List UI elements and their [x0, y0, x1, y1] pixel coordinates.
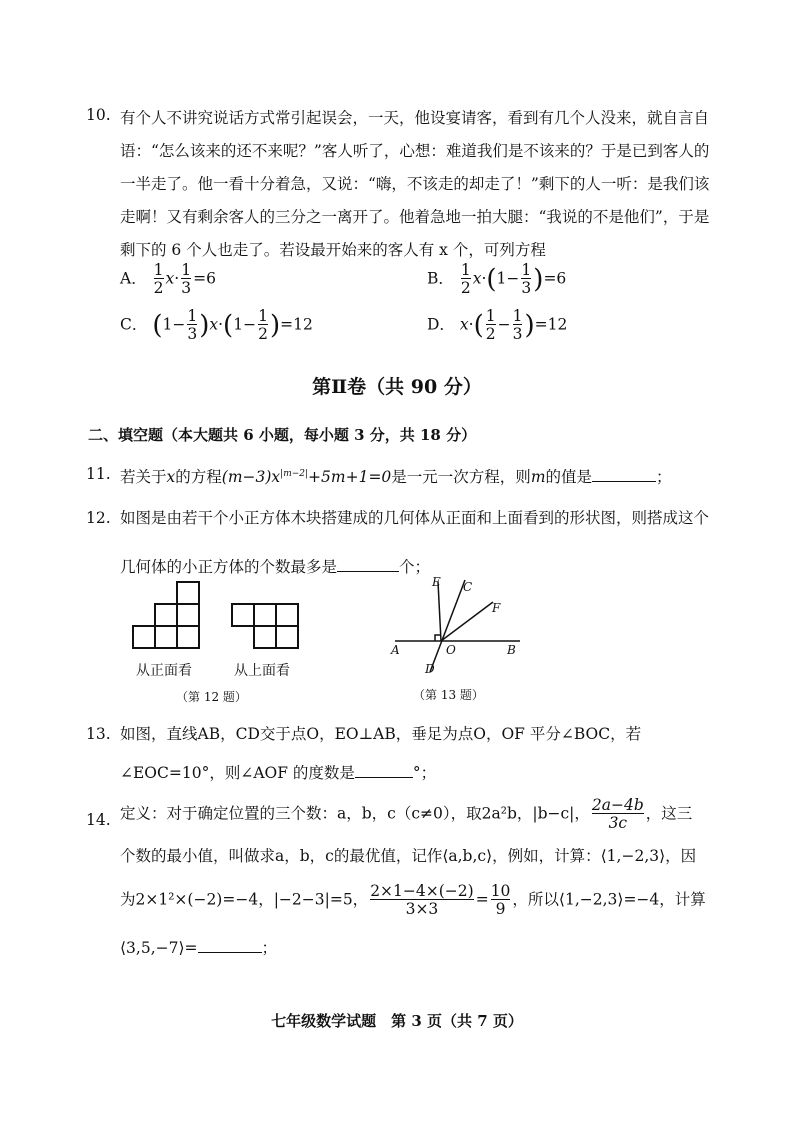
option-label: A． [120, 269, 147, 288]
q11-var-x: x [166, 468, 176, 487]
section-heading: 二、填空题（本大题共 6 小题，每小题 3 分，共 18 分） [88, 426, 477, 444]
fraction-denominator: 3×3 [370, 899, 474, 917]
option-d[interactable]: D． x·( $\frac{1}{2}$ − $\frac{1}{3}$ )=12 [427, 307, 568, 344]
option-b[interactable]: B． $\frac{1}{2}$ x·(1− $\frac{1}{3}$ )=6 [427, 261, 567, 298]
question-12 [88, 505, 728, 580]
q13-line-1: 如图，直线AB，CD交于点O，EO⊥AB，垂足为点O，OF 平分∠BOC，若 [120, 725, 642, 743]
top-view-figure [232, 604, 298, 648]
point-o-label: O [446, 643, 456, 657]
q10-line-4: 走啊！又有剩余客人的三分之一离开了。他着急地一拍大腿：“我说的不是他们”，于是 [120, 208, 710, 226]
question-10 [88, 102, 728, 267]
q10-line-2: 语：“怎么该来的还不来呢？”客人听了，心想：难道我们是不该来的？于是已到客人的 [120, 142, 710, 160]
q10-line-1: 有个人不讲究说话方式常引起误会，一天，他设宴请客，看到有几个人没来，就自言自 [120, 109, 710, 127]
fraction-denominator: 3c [592, 813, 644, 831]
q11-exponent: |m−2| [280, 469, 309, 479]
q10-line-3: 一半走了。他一看十分着急，又说：“嗨，不该走的却走了！”剩下的人一听：是我们该 [120, 175, 710, 193]
q11-equation-tail: +5m+1=0 [308, 468, 392, 487]
q13-line-2: ∠EOC=10°，则∠AOF 的度数是 [120, 764, 355, 782]
q14-line-3-end: ，所以⟨1,−2,3⟩=−4，计算 [512, 890, 706, 909]
point-f-label: F [492, 601, 501, 615]
caption-figure-13: （第 13 题） [413, 688, 484, 702]
front-view-label: 从正面看 [136, 663, 192, 679]
question-number: 11. [86, 465, 111, 483]
q11-text: ； [656, 468, 672, 487]
fraction-numerator: 2a−4b [591, 796, 644, 814]
option-tail: =6 [543, 269, 567, 288]
q14-line-2: 个数的最小值，叫做求a，b，c的最优值，记作⟨a,b,c⟩，例如，计算：⟨1,−2,3⟩，因 [120, 847, 697, 865]
fraction-denominator: 9 [491, 899, 511, 917]
fraction-numerator: 10 [490, 882, 511, 900]
question-11 [88, 461, 728, 490]
q14-line-1: 定义：对于确定位置的三个数：a，b，c（c≠0），取2a²b，|b−c|， [120, 804, 590, 823]
answer-blank[interactable] [337, 557, 399, 572]
question-14 [88, 797, 728, 961]
option-tail: =6 [193, 269, 216, 288]
q11-text: 的值是 [545, 468, 593, 487]
q10-line-5: 剩下的 6 个人也走了。若设最开始来的客人有 x 个，可列方程 [120, 241, 546, 259]
q14-equals: = [475, 890, 489, 909]
q12-line-2-end: 个； [399, 558, 431, 576]
option-label: D． [427, 315, 455, 334]
option-tail: =12 [534, 315, 568, 334]
q11-text: 是一元一次方程，则 [391, 468, 531, 487]
option-a[interactable]: A． $\frac{1}{2}$ x· $\frac{1}{3}$ =6 [120, 261, 216, 298]
q11-text: 若关于 [120, 468, 167, 487]
q14-line-3: 为2×1²×(−2)=−4，|−2−3|=5， [120, 890, 369, 909]
front-view-figure [133, 582, 199, 648]
option-label: C． [120, 315, 148, 334]
question-number: 13. [86, 725, 111, 743]
q12-line-1: 如图是由若干个小正方体木块搭建成的几何体从正面和上面看到的形状图，则搭成这个 [120, 509, 710, 527]
fraction-numerator: 2×1−4×(−2) [370, 882, 474, 900]
option-label: B． [427, 269, 454, 288]
point-b-label: B [507, 643, 516, 657]
q14-line-1-end: ，这三 [645, 804, 693, 823]
point-c-label: C [463, 580, 473, 594]
q11-equation: (m−3)x [221, 468, 281, 487]
question-number: 14. [86, 811, 111, 829]
option-tail: =12 [280, 315, 313, 334]
page-footer: 七年级数学试题 第 3 页（共 7 页） [271, 1012, 523, 1030]
q12-line-2: 几何体的小正方体的个数最多是 [120, 558, 338, 576]
question-number: 12. [86, 509, 111, 527]
caption-figure-12: （第 12 题） [176, 690, 247, 704]
q13-line-2-end: °； [412, 764, 437, 782]
section-title: 第Ⅱ卷（共 90 分） [312, 376, 482, 398]
point-e-label: E [432, 575, 441, 589]
answer-blank[interactable] [592, 467, 656, 482]
answer-blank[interactable] [198, 938, 262, 953]
question-13 [88, 721, 728, 786]
q14-line-4-end: ； [261, 939, 278, 957]
q14-line-4: ⟨3,5,−7⟩= [120, 939, 198, 957]
answer-blank[interactable] [355, 763, 413, 778]
point-a-label: A [391, 643, 400, 657]
point-d-label: D [425, 662, 435, 676]
q11-text: 的方程 [175, 468, 222, 487]
option-c[interactable]: C． (1− $\frac{1}{3}$ )x·(1− $\frac{1}{2}$ )=12 [120, 307, 313, 344]
angle-figure [395, 580, 520, 672]
top-view-label: 从上面看 [234, 663, 290, 679]
question-number: 10. [86, 106, 111, 124]
q11-var-m: m [530, 468, 546, 487]
